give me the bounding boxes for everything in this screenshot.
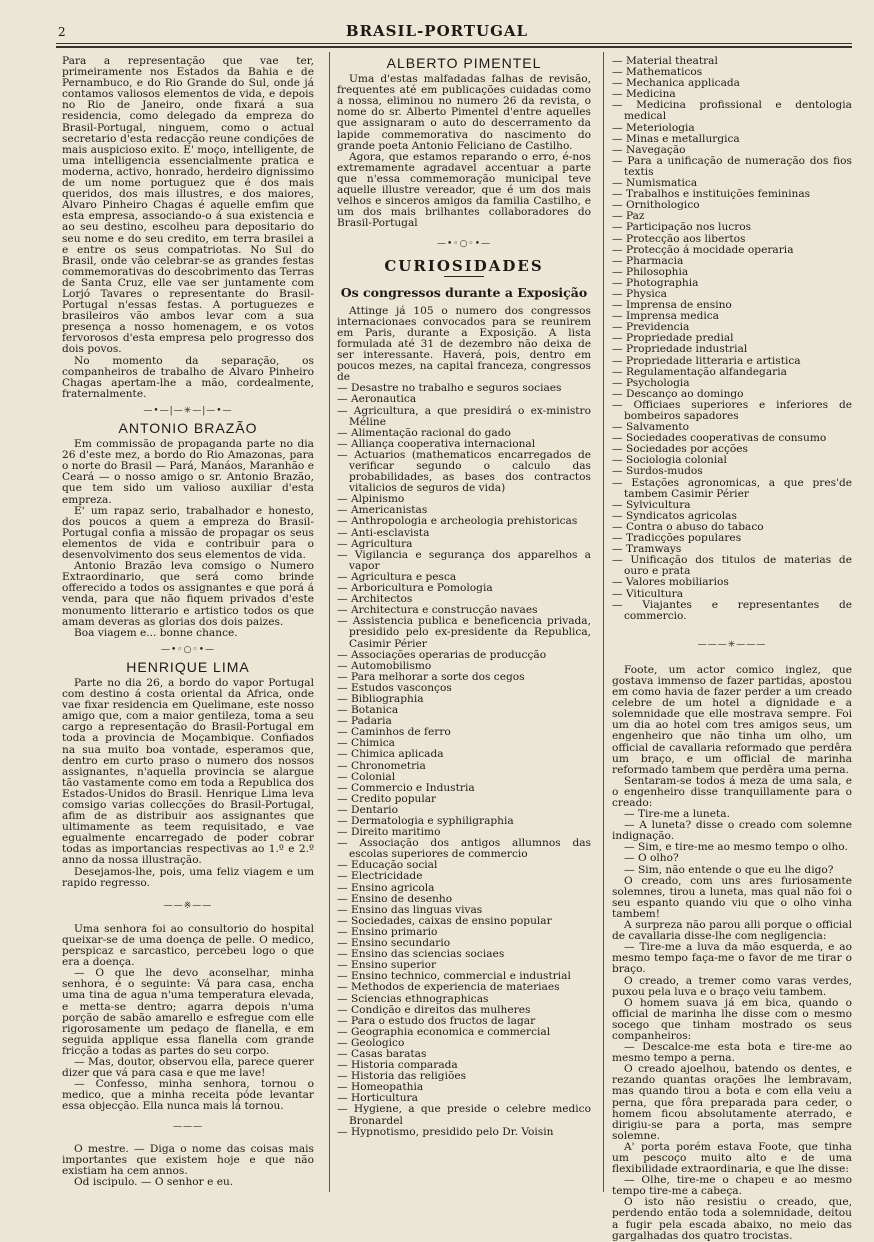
list-item: — Meteriologia <box>612 121 695 134</box>
list-item: — Agricultura e pesca <box>337 570 457 583</box>
column-separator-2 <box>603 52 604 1192</box>
paragraph: A' porta porém estava Foote, que tinha um pescoço muito alto e de uma flexibilidade extraordinaria, e que lhe disse: <box>612 1140 852 1176</box>
paragraph: — O que lhe devo aconselhar, minha senhora, é o seguinte: Vá para casa, encha uma tina de agua n'uma temperatura elevada, e metta-se dentro; agarra depois n'uma porção de sabão amarello e esfregue com elle rigorosamente um pedaço de flanella, e em seguida applique essa flanella com grande fricção a todas as partes do seu corpo. <box>62 967 314 1057</box>
list-item: — Para a unificação de numeração dos fios textis <box>612 154 852 178</box>
list-item: — Medicina profissional e dentologia medical <box>612 99 852 123</box>
heading-henrique-lima: HENRIQUE LIMA <box>126 658 250 675</box>
list-item: — Tradicções populares <box>612 532 742 545</box>
congress-list-continued <box>612 56 852 622</box>
list-item: — Regulamentação alfandegaria <box>612 365 787 378</box>
list-item: — Estudos vasconços <box>337 681 452 694</box>
list-item: — Padaria <box>337 715 392 728</box>
paragraph: O isto não resistiu o creado, que, perdendo então toda a solemnidade, deitou a fugir pela escada abaixo, no meio das gargalhadas dos quatro trocistas. <box>612 1196 852 1242</box>
list-item: — Ornithologico <box>612 199 700 212</box>
list-item: — Ensino das sciencias sociaes <box>337 948 505 961</box>
list-item: — Anti-esclavista <box>337 526 430 539</box>
paragraph: Sentaram-se todos á meza de uma sala, e o engenheiro disse tranquillamente para o creado: <box>612 774 852 809</box>
list-item: — Geologico <box>337 1036 405 1049</box>
list-item: — Sylvicultura <box>612 498 691 511</box>
list-item: — Medicina <box>612 88 676 101</box>
paragraph: — Confesso, minha senhora, tornou o medico, que a minha receita póde levantar essa objecção. Ella nunca mais lá tornou. <box>62 1078 314 1113</box>
list-item: — Hygiene, a que preside o celebre medico Bronardel <box>337 1103 591 1127</box>
list-item: — Caminhos de ferro <box>337 726 451 739</box>
column-separator-1 <box>329 52 330 1192</box>
list-item: — Bibliographia <box>337 692 424 705</box>
list-item: — Associações operarias de producção <box>337 648 547 661</box>
list-item: — Assistencia publica e beneficencia privada, presidido pelo ex-presidente da Republica, Casimir Périer <box>337 615 591 650</box>
paragraph: — Olhe, tire-me o chapeu e ao mesmo tempo tire-me a cabeça. <box>612 1174 852 1198</box>
list-item: — Minas e metallurgica <box>612 132 740 145</box>
list-item: — Sociedades cooperativas de consumo <box>612 432 827 445</box>
list-item: — Material theatral <box>612 55 718 67</box>
paragraph: — Tire-me a luva da mão esquerda, e ao mesmo tempo faça-me o favor de me tirar o braço. <box>612 941 852 976</box>
list-item: — Commercio e Industria <box>337 781 475 794</box>
list-item: — Alliança cooperativa internacional <box>337 437 536 450</box>
list-item: — Architectos <box>337 593 413 606</box>
list-item: — Officiaes superiores e inferiores de bombeiros sapadores <box>612 398 852 422</box>
list-item: — Anthropologia e archeologia prehistoricas <box>337 515 578 528</box>
list-item: — Numismatica <box>612 177 698 190</box>
paragraph: Antonio Brazão leva comsigo o Numero Extraordinario, que será como brinde offerecido a todos os assignantes e que porá á venda, para que não fiquem privados d'este monumento litterario e artistico todos os que amam deveras as glorias dos dois paizes. <box>62 560 314 628</box>
paragraph: Parte no dia 26, a bordo do vapor Portugal com destino á costa oriental da Africa, onde vae fixar residencia em Quelimane, este nosso amigo que, com a maior gentileza, toma a seu cargo a representação do Brasil-Portugal em toda a provincia de Moçambique. Confiados na sua muito boa vontade, esperamos que, dentro em curto praso o numero dos nossos assignantes, n'aquella provincia se alargue tão vastamente como em toda a Republica dos Estados-Unidos do Brasil. Henrique Lima leva comsigo varias collecções do Brasil-Portugal, afim de as distribuir aos assignantes que ultimamente as teem requisitado, e vae egualmente encarregado de poder cobrar todas as importancias respectivas ao 1.º e 2.º anno da nossa illustração. <box>62 676 314 867</box>
list-item: — Salvamento <box>612 421 689 434</box>
list-item: — Previdencia <box>612 321 690 334</box>
paragraph: — O olho? <box>624 852 679 865</box>
heading-antonio-brazao: ANTONIO BRAZÃO <box>118 420 258 436</box>
list-item: — Mathematicos <box>612 66 703 79</box>
paragraph: Attinge já 105 o numero dos congressos internacionaes convocados para se reunirem em Paris, durante a Exposição. A lista formulada até 31 de dezembro não deixa de ser interessante. Haverá, pois, dentro em poucos mezes, na capital franceza, congressos de <box>337 304 591 384</box>
list-item: — Physica <box>612 287 667 300</box>
congress-list <box>337 383 591 1137</box>
list-item: — Automobilismo <box>337 659 432 672</box>
list-item: — Sociedades, caixas de ensino popular <box>337 914 552 927</box>
paragraph: — Sim, não entende o que eu lhe digo? <box>624 863 834 876</box>
list-item: — Alpinismo <box>337 493 405 506</box>
list-item: — Geographia economica e commercial <box>337 1025 551 1038</box>
list-item: — Photographia <box>612 276 699 289</box>
masthead: BRASIL-PORTUGAL <box>345 22 529 40</box>
list-item: — Propriedade industrial <box>612 343 748 356</box>
list-item: — Vigilancia e segurança dos apparelhos a vapor <box>337 548 591 572</box>
paragraph: E' um rapaz serio, trabalhador e honesto, dos poucos a quem a empreza do Brasil-Portugal confia a missão de propagar os seus elementos de vida e contribuir para o desenvolvimento dos seus elementos de vida. <box>62 504 314 562</box>
list-item: — Para melhorar a sorte dos cegos <box>337 670 525 683</box>
list-item: — Ensino agricola <box>337 881 435 894</box>
paragraph: Para a representação que vae ter, primeiramente nos Estados da Bahia e de Pernambuco, e do Rio Grande do Sul, onde já contamos valiosos elementos de vida, e depois no Rio de Janeiro, onde fixará a sua residencia, como delegado da empreza do Brasil-Portugal, ninguem, como o actual secretario d'esta redacção reune condições de mais auspicioso exito. E' moço, intelligente, de uma intelligencia essencialmente pratica e moderna, activo, honrado, herdeiro dignissimo de um nome portuguez que é dos mais queridos, dos mais illustres, e dos maiores, Alvaro Pinheiro Chagas é aquelle emfim que esta empresa, associando-o á sua existencia e ao seu destino, escolheu para depositario do seu nome e do seu credito, em terra brasilei a e entre os seus compatriotas. No Sul do Brasil, onde vão celebrar-se as grandes festas commemorativas do descobrimento das Terras de Santa Cruz, elle vae ser juntamente com Lorjó Tavares o representante do Brasil-Portugal n'essas festas. A portuguezes e brasileiros vão ambos levar com a sua presença a nosso homenagem, e os votos fervorosos d'esta empresa pelo progresso dos dois povos. <box>62 55 314 356</box>
paragraph: Agora, que estamos reparando o erro, é-nos extremamente agradavel accentuar a parte que n'essa commemoração municipal teve aquelle illustre vereador, que é um dos mais velhos e sinceros amigos da familia Castilho, e um dos mais brilhantes collaboradores do Brasil-Portugal <box>337 150 591 230</box>
list-item: — Imprensa de ensino <box>612 299 732 312</box>
list-item: — Syndicatos agricolas <box>612 509 737 522</box>
list-item: — Horticultura <box>337 1092 418 1105</box>
list-item: — Desastre no trabalho e seguros sociaes <box>337 382 562 395</box>
list-item: — Protecção aos libertos <box>612 232 746 245</box>
list-item: — Historia comparada <box>337 1059 458 1072</box>
list-item: — Protecção á mocidade operaria <box>612 243 794 256</box>
list-item: — Ensino secundario <box>337 937 451 950</box>
column-2 <box>337 56 591 1138</box>
ornament-divider: ——※—— <box>163 900 213 911</box>
short-rule <box>444 276 484 277</box>
list-item: — Surdos-mudos <box>612 465 703 478</box>
list-item: — Architectura e construcção navaes <box>337 604 538 617</box>
ornament-divider: ———✳——— <box>697 639 767 650</box>
paragraph: O creado ajoelhou, batendo os dentes, e rezando quantas orações lhe lembravam, mas quando tirou a bota e com ella veiu a perna, que fôra preparada para ceder, o homem ficou absolutamente aterrado, e dirigiu-se para a porta, mas sempre solemne. <box>612 1063 852 1142</box>
heading-congressos: Os congressos durante a Exposição <box>340 284 588 300</box>
ornament-divider: —•◦○◦•— <box>436 239 492 250</box>
paragraph: Uma senhora foi ao consultorio do hospital queixar-se de uma doença de pelle. O medico, perspicaz e sarcastico, percebeu logo o que era a doença. <box>62 922 314 969</box>
list-item: — Colonial <box>337 770 396 783</box>
paragraph: Desejamos-lhe, pois, uma feliz viagem e um rapido regresso. <box>62 865 314 889</box>
dialog-line: Od iscipulo. — O senhor e eu. <box>74 1175 234 1188</box>
ornament-divider: ——— <box>173 1122 203 1133</box>
list-item: — Navegação <box>612 143 686 156</box>
heading-curiosidades: CURIOSIDADES <box>384 256 544 275</box>
paragraph: Em commissão de propaganda parte no dia 26 d'este mez, a bordo do Rio Amazonas, para o norte do Brasil — Pará, Manáos, Maranhão e Ceará — o nosso amigo o sr. Antonio Brazão, que tem sido um valioso auxiliar d'esta empreza. <box>62 438 314 506</box>
list-item: — Psychologia <box>612 376 690 389</box>
foote-anecdote <box>612 665 852 1242</box>
column-1 <box>62 56 314 1188</box>
paragraph: — Mas, doutor, observou ella, parece querer dizer que vá para casa e que me lave! <box>62 1055 314 1080</box>
paragraph: — Descalce-me esta bota e tire-me ao mesmo tempo a perna. <box>612 1041 852 1065</box>
list-item: — Credito popular <box>337 792 437 805</box>
list-item: — Pharmacia <box>612 254 684 267</box>
list-item: — Associação dos antigos allumnos das escolas superiores de commercio <box>337 837 591 861</box>
list-item: — Participação nos lucros <box>612 221 752 234</box>
list-item: — Para o estudo dos fructos de lagar <box>337 1014 536 1027</box>
paragraph: Boa viagem e... bonne chance. <box>74 626 238 639</box>
list-item: — Americanistas <box>337 504 428 517</box>
list-item: — Arboricultura e Pomologia <box>337 582 493 595</box>
list-item: — Dermatologia e syphiligraphia <box>337 815 514 827</box>
list-item: — Viticultura <box>612 587 684 600</box>
header-rule-thick <box>56 46 852 48</box>
paragraph: — Tire-me a luneta. <box>624 808 730 821</box>
ornament-divider: —•◦○◦•— <box>160 644 216 655</box>
list-item: — Agricultura, a que presidirá o ex-ministro Méline <box>337 404 591 428</box>
list-item: — Agricultura <box>337 537 413 550</box>
paragraph: O creado, com uns ares furiosamente solemnes, tirou a luneta, mas qual não foi o seu espanto quando viu que o olho vinha tambem! <box>612 874 852 920</box>
list-item: — Chimica <box>337 737 395 750</box>
paragraph: Uma d'estas malfadadas falhas de revisão, frequentes até em publicações cuidadas como a nossa, eliminou no numero 26 da revista, o nome do sr. Alberto Pimentel d'entre aquelles que assignaram o auto do descerramento da lapide commemorativa do nascimento do grande poeta Antonio Feliciano de Castilho. <box>337 73 591 152</box>
list-item: — Estações agronomicas, a que pres'de tambem Casimir Périer <box>612 476 852 500</box>
list-item: — Hypnotismo, presidido pelo Dr. Voisin <box>337 1125 554 1138</box>
column-3 <box>612 56 852 1242</box>
paragraph: No momento da separação, os companheiros de trabalho de Alvaro Pinheiro Chagas apertam-lhe a mão, cordealmente, fraternalmente. <box>62 354 314 400</box>
list-item: — Aeronautica <box>337 393 417 406</box>
list-item: — Imprensa medica <box>612 310 719 323</box>
paragraph: O homem suava já em bica, quando o official de marinha lhe disse com o mesmo socego que tinham mostrado os seus companheiros: <box>612 996 852 1042</box>
list-item: — Ensino das linguas vivas <box>337 903 483 916</box>
list-item: — Historia das religiões <box>337 1070 467 1083</box>
list-item: — Paz <box>612 210 645 223</box>
heading-alberto-pimentel: ALBERTO PIMENTEL <box>386 55 542 71</box>
list-item: — Ensino primario <box>337 925 438 938</box>
list-item: — Sociedades por acções <box>612 443 748 456</box>
list-item: — Valores mobiliarios <box>612 576 729 589</box>
list-item: — Tramways <box>612 543 682 556</box>
list-item: — Dentario <box>337 803 398 816</box>
list-item: — Homeopathia <box>337 1081 424 1094</box>
list-item: — Sociologia colonial <box>612 454 727 467</box>
paragraph: A surpreza não parou alli porque o official de cavallaria disse-lhe com negligencia: <box>612 919 852 943</box>
list-item: — Actuarios (mathematicos encarregados de verificar segundo o calculo das probabilidades, as bases dos contractos vitalicios de seguros de vida) <box>337 448 591 495</box>
paragraph: O creado, a tremer como varas verdes, puxou pela luva e o braço veiu tambem. <box>612 974 852 998</box>
list-item: — Unificação dos titulos de materias de ouro e prata <box>612 554 852 578</box>
dialog-line: O mestre. — Diga o nome das coisas mais importantes que existem hoje e que não existiam ha cem annos. <box>62 1142 314 1177</box>
list-item: — Propriedade litteraria e artistica <box>612 354 801 367</box>
list-item: — Contra o abuso do tabaco <box>612 520 764 533</box>
list-item: — Alimentação racional do gado <box>337 426 511 439</box>
list-item: — Viajantes e representantes de commercio. <box>612 598 852 622</box>
list-item: — Descanço ao domingo <box>612 387 744 400</box>
list-item: — Direito maritimo <box>337 826 441 839</box>
list-item: — Electricidade <box>337 870 423 883</box>
list-item: — Mechanica applicada <box>612 77 740 90</box>
list-item: — Methodos de experiencia de materiaes <box>337 981 560 994</box>
ornament-divider: —•—|—✳—|—•— <box>143 405 233 416</box>
list-item: — Ensino technico, commercial e industrial <box>337 970 571 983</box>
list-item: — Philosophia <box>612 265 689 278</box>
paragraph: Foote, um actor comico inglez, que gostava immenso de fazer partidas, apostou em como havia de fazer perder a um creado celebre de um hotel a dignidade e a solemnidade que elle mostrava sempre. Foi um dia ao hotel com tres amigos seus, um engenheiro que não tinha um olho, um official de cavallaria reformado que perdêra um braço, e um official de marinha reformado tambem que perdêra uma perna. <box>612 663 852 776</box>
paragraph: — A luneta? disse o creado com solemne indignação. <box>612 819 852 843</box>
list-item: — Condição e direitos das mulheres <box>337 1003 531 1016</box>
list-item: — Trabalhos e instituições femininas <box>612 188 811 201</box>
list-item: — Ensino de desenho <box>337 892 453 905</box>
list-item: — Sciencias ethnographicas <box>337 992 489 1005</box>
list-item: — Educação social <box>337 859 438 872</box>
header-rule <box>56 43 852 44</box>
list-item: — Ensino superior <box>337 959 437 972</box>
intro-text <box>62 56 314 400</box>
list-item: — Chronometria <box>337 759 426 772</box>
list-item: — Chimica aplicada <box>337 748 444 761</box>
list-item: — Propriedade predial <box>612 332 734 345</box>
list-item: — Casas baratas <box>337 1047 427 1060</box>
list-item: — Botanica <box>337 704 399 717</box>
page-number: 2 <box>58 25 66 39</box>
paragraph: — Sim, e tire-me ao mesmo tempo o olho. <box>624 841 848 854</box>
